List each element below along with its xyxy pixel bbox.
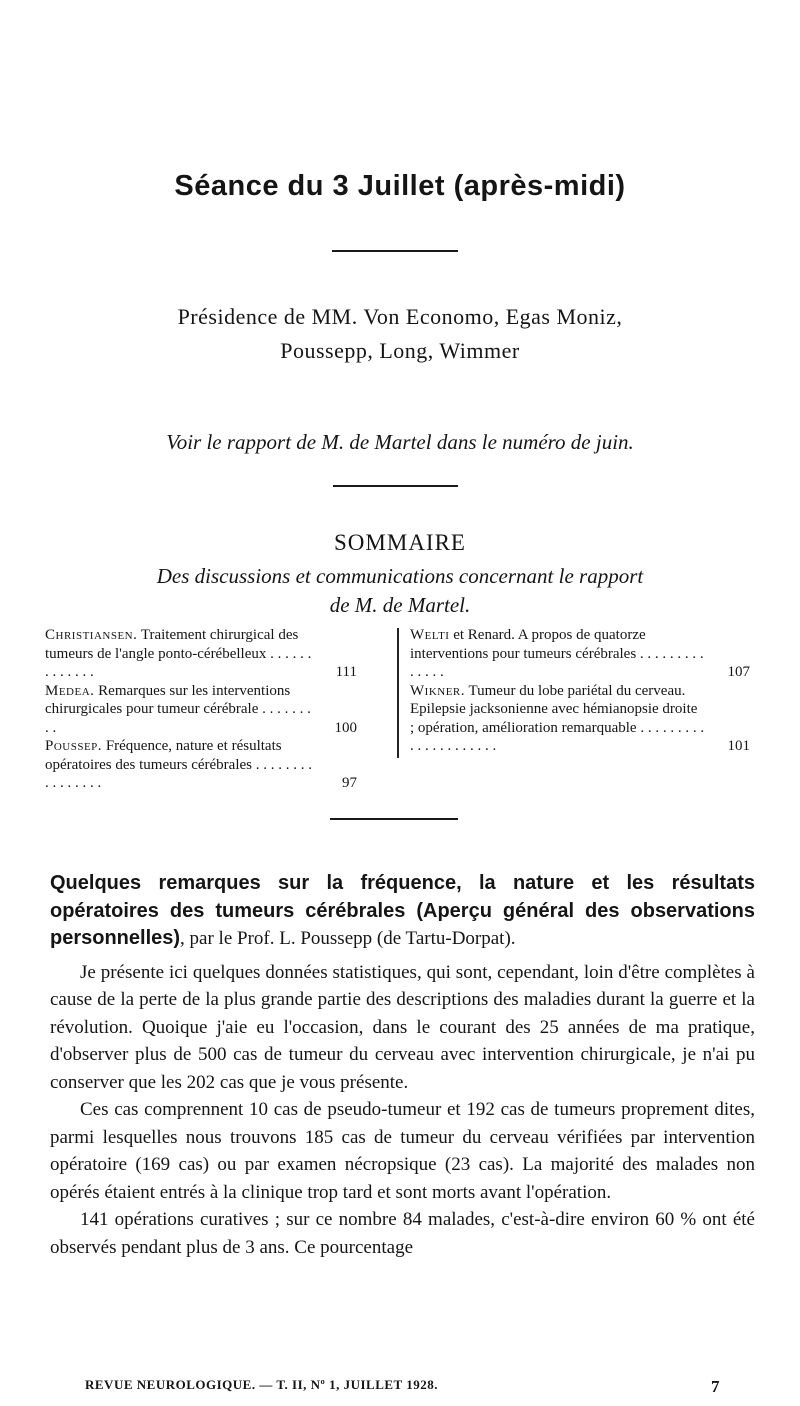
divider (332, 250, 458, 252)
footer-page-number: 7 (711, 1377, 720, 1396)
entry-page: 100 (332, 719, 358, 738)
article-byline: , par le Prof. L. Poussepp (de Tartu-Dorpat). (180, 928, 516, 949)
paragraph-1: Je présente ici quelques données statistiques, qui sont, cependant, loin d'être complètes à cause de la perte de la plus grande partie des descriptions des maladies durant la guerre et la révolution. Quoique j'aie eu l'occasion, dans le courant des 25 années de ma pratique, d'observer plus de 500 cas de tumeur du cerveau avec intervention chirurgicale, je n'ai pu conserver que les 202 cas que je vous présente. (50, 961, 755, 1093)
entry-text: Remarques sur les interventions chirurgicales pour tumeur cérébrale (45, 682, 291, 717)
sommaire-right-column (410, 626, 750, 756)
entry-page: 107 (725, 663, 751, 682)
article-body (50, 870, 755, 1261)
entry-page: 111 (333, 663, 357, 682)
entry-text: Traitement chirurgical des tumeurs de l'angle ponto-cérébelleux (45, 627, 299, 662)
page-title: Séance du 3 Juillet (après-midi) (174, 170, 626, 202)
entry-text: Tumeur du lobe pariétal du cerveau. Epilepsie jacksonienne avec hémianopsie droite ; opération, amélioration remarquable (410, 682, 698, 736)
sommaire-entry: Poussep. Fréquence, nature et résultats opératoires des tumeurs cérébrales . . . . . . . . . . . . . . . . 97 (45, 738, 357, 791)
sommaire-subtitle-2: de M. de Martel. (329, 593, 471, 617)
entry-author: Wikner. (410, 682, 466, 699)
sommaire-entry: Welti et Renard. A propos de quatorze interventions pour tumeurs cérébrales . . . . . . . . . . . . . . 107 (410, 627, 750, 680)
presidence-line-1: Présidence de MM. Von Economo, Egas Moniz, (177, 304, 623, 329)
footer-journal: REVUE NEUROLOGIQUE. — T. II, Nº 1, JUILLET 1928. (85, 1377, 438, 1392)
entry-author: Poussep. (45, 738, 103, 754)
page-footer (85, 1377, 720, 1396)
entry-author: Christiansen. (45, 627, 138, 643)
sommaire-heading: SOMMAIRE (334, 530, 466, 555)
entry-page: 97 (339, 774, 357, 793)
sommaire-left-column (45, 626, 357, 793)
entry-text: et Renard. A propos de quatorze interventions pour tumeurs cérébrales (410, 627, 646, 662)
divider (333, 485, 458, 487)
sommaire-entry: Christiansen. Traitement chirurgical des tumeurs de l'angle ponto-cérébelleux . . . . . . . . . . . . . 111 (45, 627, 357, 680)
article-heading: Quelques remarques sur la fréquence, la nature et les résultats opératoires des tumeurs cérébrales (Aperçu général des observations personnelles) (50, 872, 755, 949)
divider (330, 818, 458, 820)
entry-author: Welti (410, 627, 450, 643)
presidence-line-2: Poussepp, Long, Wimmer (280, 338, 520, 363)
article-heading-block (50, 870, 755, 953)
paragraph-3: 141 opérations curatives ; sur ce nombre 84 malades, c'est-à-dire environ 60 % ont été observés pendant plus de 3 ans. Ce pourcentage (50, 1209, 755, 1258)
sommaire-entry: Medea. Remarques sur les interventions chirurgicales pour tumeur cérébrale . . . . . . . . . 100 (45, 682, 357, 736)
entry-author: Medea. (45, 682, 95, 699)
column-divider (397, 628, 399, 758)
voir-note: Voir le rapport de M. de Martel dans le numéro de juin. (166, 430, 634, 454)
entry-page: 101 (725, 737, 751, 756)
entry-text: Fréquence, nature et résultats opératoires des tumeurs cérébrales (45, 738, 282, 773)
paragraph-2: Ces cas comprennent 10 cas de pseudo-tumeur et 192 cas de tumeurs proprement dites, parmi lesquelles nous trouvons 185 cas de tumeur du cerveau vérifiées par intervention opératoire (169 cas) ou par examen nécropsique (23 cas). La majorité des malades non opérés étaient entrés à la clinique trop tard et sont morts avant l'opération. (50, 1099, 755, 1203)
sommaire-subtitle-1: Des discussions et communications concernant le rapport (156, 564, 644, 588)
sommaire-entry: Wikner. Tumeur du lobe pariétal du cerveau. Epilepsie jacksonienne avec hémianopsie droite ; opération, amélioration remarquable . . . . . . . . . . . . . . . . . . . . . 101 (410, 682, 750, 754)
